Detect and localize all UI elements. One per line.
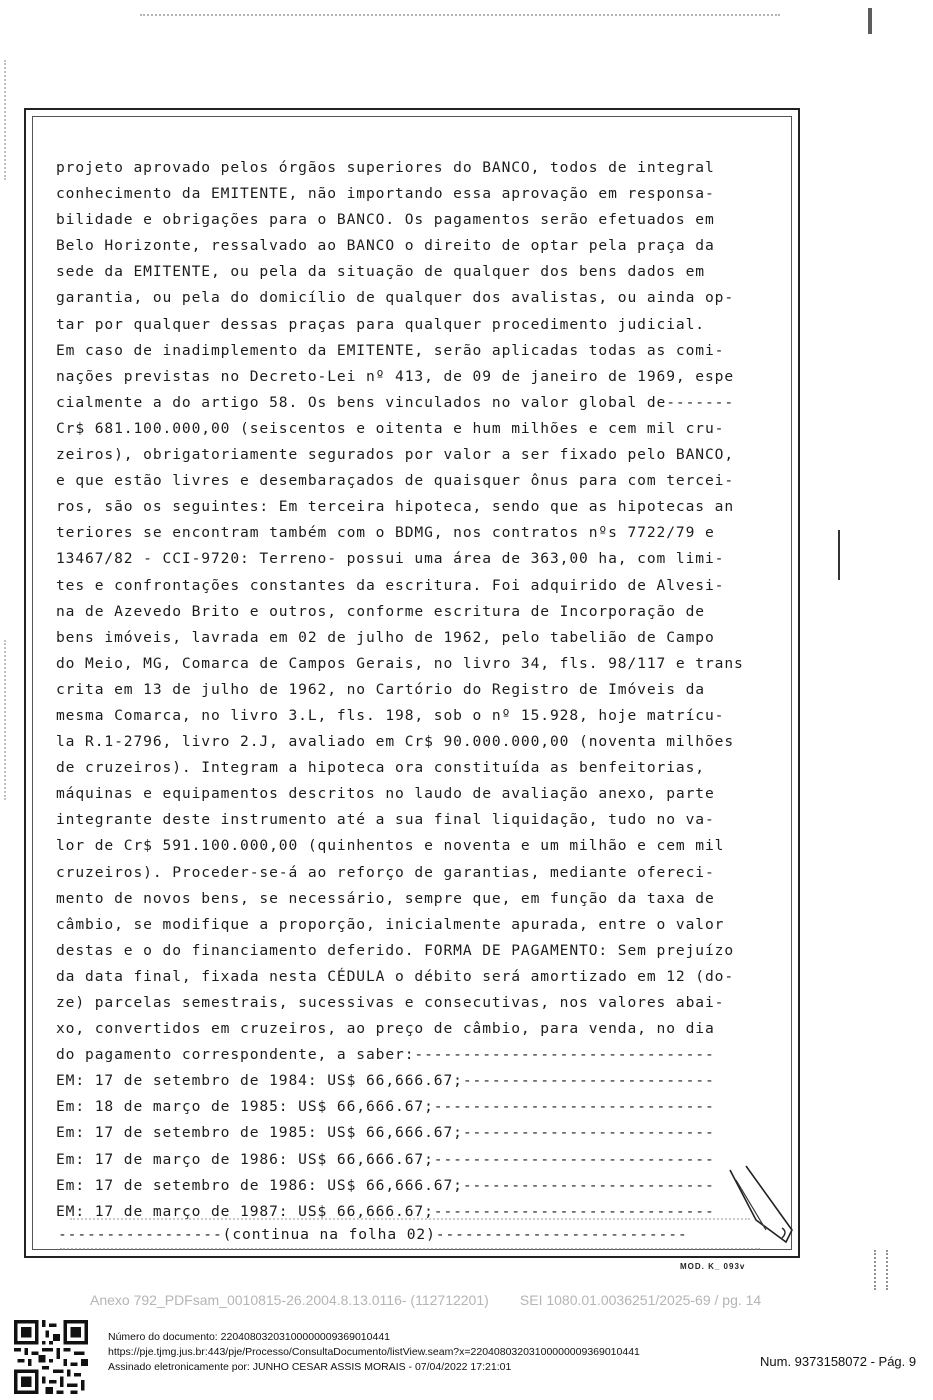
text-line: ze) parcelas semestrais, sucessivas e consecutivas, nos valores abai- <box>56 994 725 1011</box>
text-line: de cruzeiros). Integram a hipoteca ora constituída as benfeitorias, <box>56 759 705 777</box>
document-body-text <box>56 155 796 1225</box>
text-line: na de Azevedo Brito e outros, conforme escritura de Incorporação de <box>56 602 705 620</box>
text-line: Belo Horizonte, ressalvado ao BANCO o direito de optar pela praça da <box>56 237 715 255</box>
text-line: Em: 17 de março de 1986: US$ 66,666.67;----------------------------- <box>56 1150 715 1168</box>
text-line: da data final, fixada nesta CÉDULA o débito será amortizado em 12 (do- <box>56 967 735 985</box>
form-code: MOD. K_ 093v <box>680 1262 746 1271</box>
text-line: destas e o do financiamento deferido. FORMA DE PAGAMENTO: Sem prejuízo <box>56 941 735 959</box>
page-number: Num. 9373158072 - Pág. 9 <box>760 1354 917 1369</box>
text-line: xo, convertidos em cruzeiros, ao preço de câmbio, para venda, no dia <box>56 1020 715 1038</box>
scan-mark-left <box>4 60 8 180</box>
text-line: câmbio, se modifique a proporção, inicialmente apurada, entre o valor <box>56 915 725 933</box>
text-line: Cr$ 681.100.000,00 (seiscentos e oitenta e hum milhões e cem mil cru- <box>56 419 725 437</box>
continuation-note: -----------------(continua na folha 02)-------------------------- <box>58 1226 688 1243</box>
text-line: crita em 13 de julho de 1962, no Cartório do Registro de Imóveis da <box>56 680 705 698</box>
text-line: do pagamento correspondente, a saber:------------------------------- <box>56 1046 715 1064</box>
text-line: projeto aprovado pelos órgãos superiores do BANCO, todos de integral <box>56 159 715 176</box>
scan-noise-strip-lower <box>60 1248 760 1254</box>
qr-code-icon <box>14 1320 88 1394</box>
scan-mark-left-lower <box>4 640 8 800</box>
text-line: máquinas e equipamentos descritos no laudo de avaliação anexo, parte <box>56 785 715 803</box>
text-line: do Meio, MG, Comarca de Campos Gerais, no livro 34, fls. 98/117 e trans <box>56 654 744 672</box>
text-line: bens imóveis, lavrada em 02 de julho de 1962, pelo tabelião de Campo <box>56 628 715 646</box>
text-line: 13467/82 - CCI-9720: Terreno- possui uma área de 363,00 ha, com limi- <box>56 550 725 568</box>
text-line: ros, são os seguintes: Em terceira hipoteca, sendo que as hipotecas an <box>56 498 735 516</box>
text-line: mento de novos bens, se necessário, sempre que, em função da taxa de <box>56 889 715 907</box>
scan-mark <box>868 8 872 34</box>
text-line: cruzeiros). Proceder-se-á ao reforço de garantias, mediante ofereci- <box>56 863 715 881</box>
text-line: EM: 17 de março de 1987: US$ 66,666.67;----------------------------- <box>56 1202 715 1220</box>
text-line: tes e confrontações constantes da escritura. Foi adquirido de Alvesi- <box>56 576 725 594</box>
text-line: Em: 18 de março de 1985: US$ 66,666.67;----------------------------- <box>56 1098 715 1116</box>
signature-line: Assinado eletronicamente por: JUNHO CESAR ASSIS MORAIS - 07/04/2022 17:21:01 <box>108 1361 512 1373</box>
scan-noise-strip <box>70 1218 750 1224</box>
text-line: garantia, ou pela do domicílio de qualquer dos avalistas, ou ainda op- <box>56 289 735 307</box>
document-url[interactable]: https://pje.tjmg.jus.br:443/pje/Processo/ConsultaDocumento/listView.seam?x=22040803203100000009369010441 <box>108 1346 640 1358</box>
margin-mark <box>836 530 842 580</box>
text-line: nações previstas no Decreto-Lei nº 413, de 09 de janeiro de 1969, espe <box>56 367 735 385</box>
text-line: integrante deste instrumento até a sua final liquidação, tudo no va- <box>56 811 715 829</box>
footer-metadata <box>108 1330 640 1375</box>
annex-reference: Anexo 792_PDFsam_0010815-26.2004.8.13.0116- (112712201) SEI 1080.01.0036251/2025-69 / pg. 14 <box>90 1292 762 1308</box>
text-line: Em caso de inadimplemento da EMITENTE, serão aplicadas todas as comi- <box>56 341 725 359</box>
scan-noise-top <box>140 14 780 22</box>
document-number: Número do documento: 22040803203100000009369010441 <box>108 1331 390 1343</box>
text-line: bilidade e obrigações para o BANCO. Os pagamentos serão efetuados em <box>56 211 715 229</box>
text-line: teriores se encontram também com o BDMG, nos contratos nºs 7722/79 e <box>56 524 715 542</box>
text-line: Em: 17 de setembro de 1986: US$ 66,666.67;-------------------------- <box>56 1176 715 1194</box>
text-line: EM: 17 de setembro de 1984: US$ 66,666.67;-------------------------- <box>56 1072 715 1090</box>
text-line: la R.1-2796, livro 2.J, avaliado em Cr$ 90.000.000,00 (noventa milhões <box>56 733 735 751</box>
text-line: conhecimento da EMITENTE, não importando essa aprovação em responsa- <box>56 185 715 203</box>
text-line: e que estão livres e desembaraçados de quaisquer ônus para com tercei- <box>56 472 735 490</box>
text-line: mesma Comarca, no livro 3.L, fls. 198, sob o nº 15.928, hoje matrícu- <box>56 706 725 724</box>
text-line: cialmente a do artigo 58. Os bens vinculados no valor global de------- <box>56 393 735 411</box>
text-line: lor de Cr$ 591.100.000,00 (quinhentos e noventa e um milhão e cem mil <box>56 837 725 855</box>
vertical-stamp <box>874 1250 888 1290</box>
text-line: zeiros), obrigatoriamente segurados por valor a ser fixado pelo BANCO, <box>56 446 735 464</box>
text-line: Em: 17 de setembro de 1985: US$ 66,666.67;-------------------------- <box>56 1124 715 1142</box>
signature-mark <box>726 1160 796 1250</box>
text-line: sede da EMITENTE, ou pela da situação de qualquer dos bens dados em <box>56 263 705 281</box>
text-line: tar por qualquer dessas praças para qualquer procedimento judicial. <box>56 315 705 333</box>
